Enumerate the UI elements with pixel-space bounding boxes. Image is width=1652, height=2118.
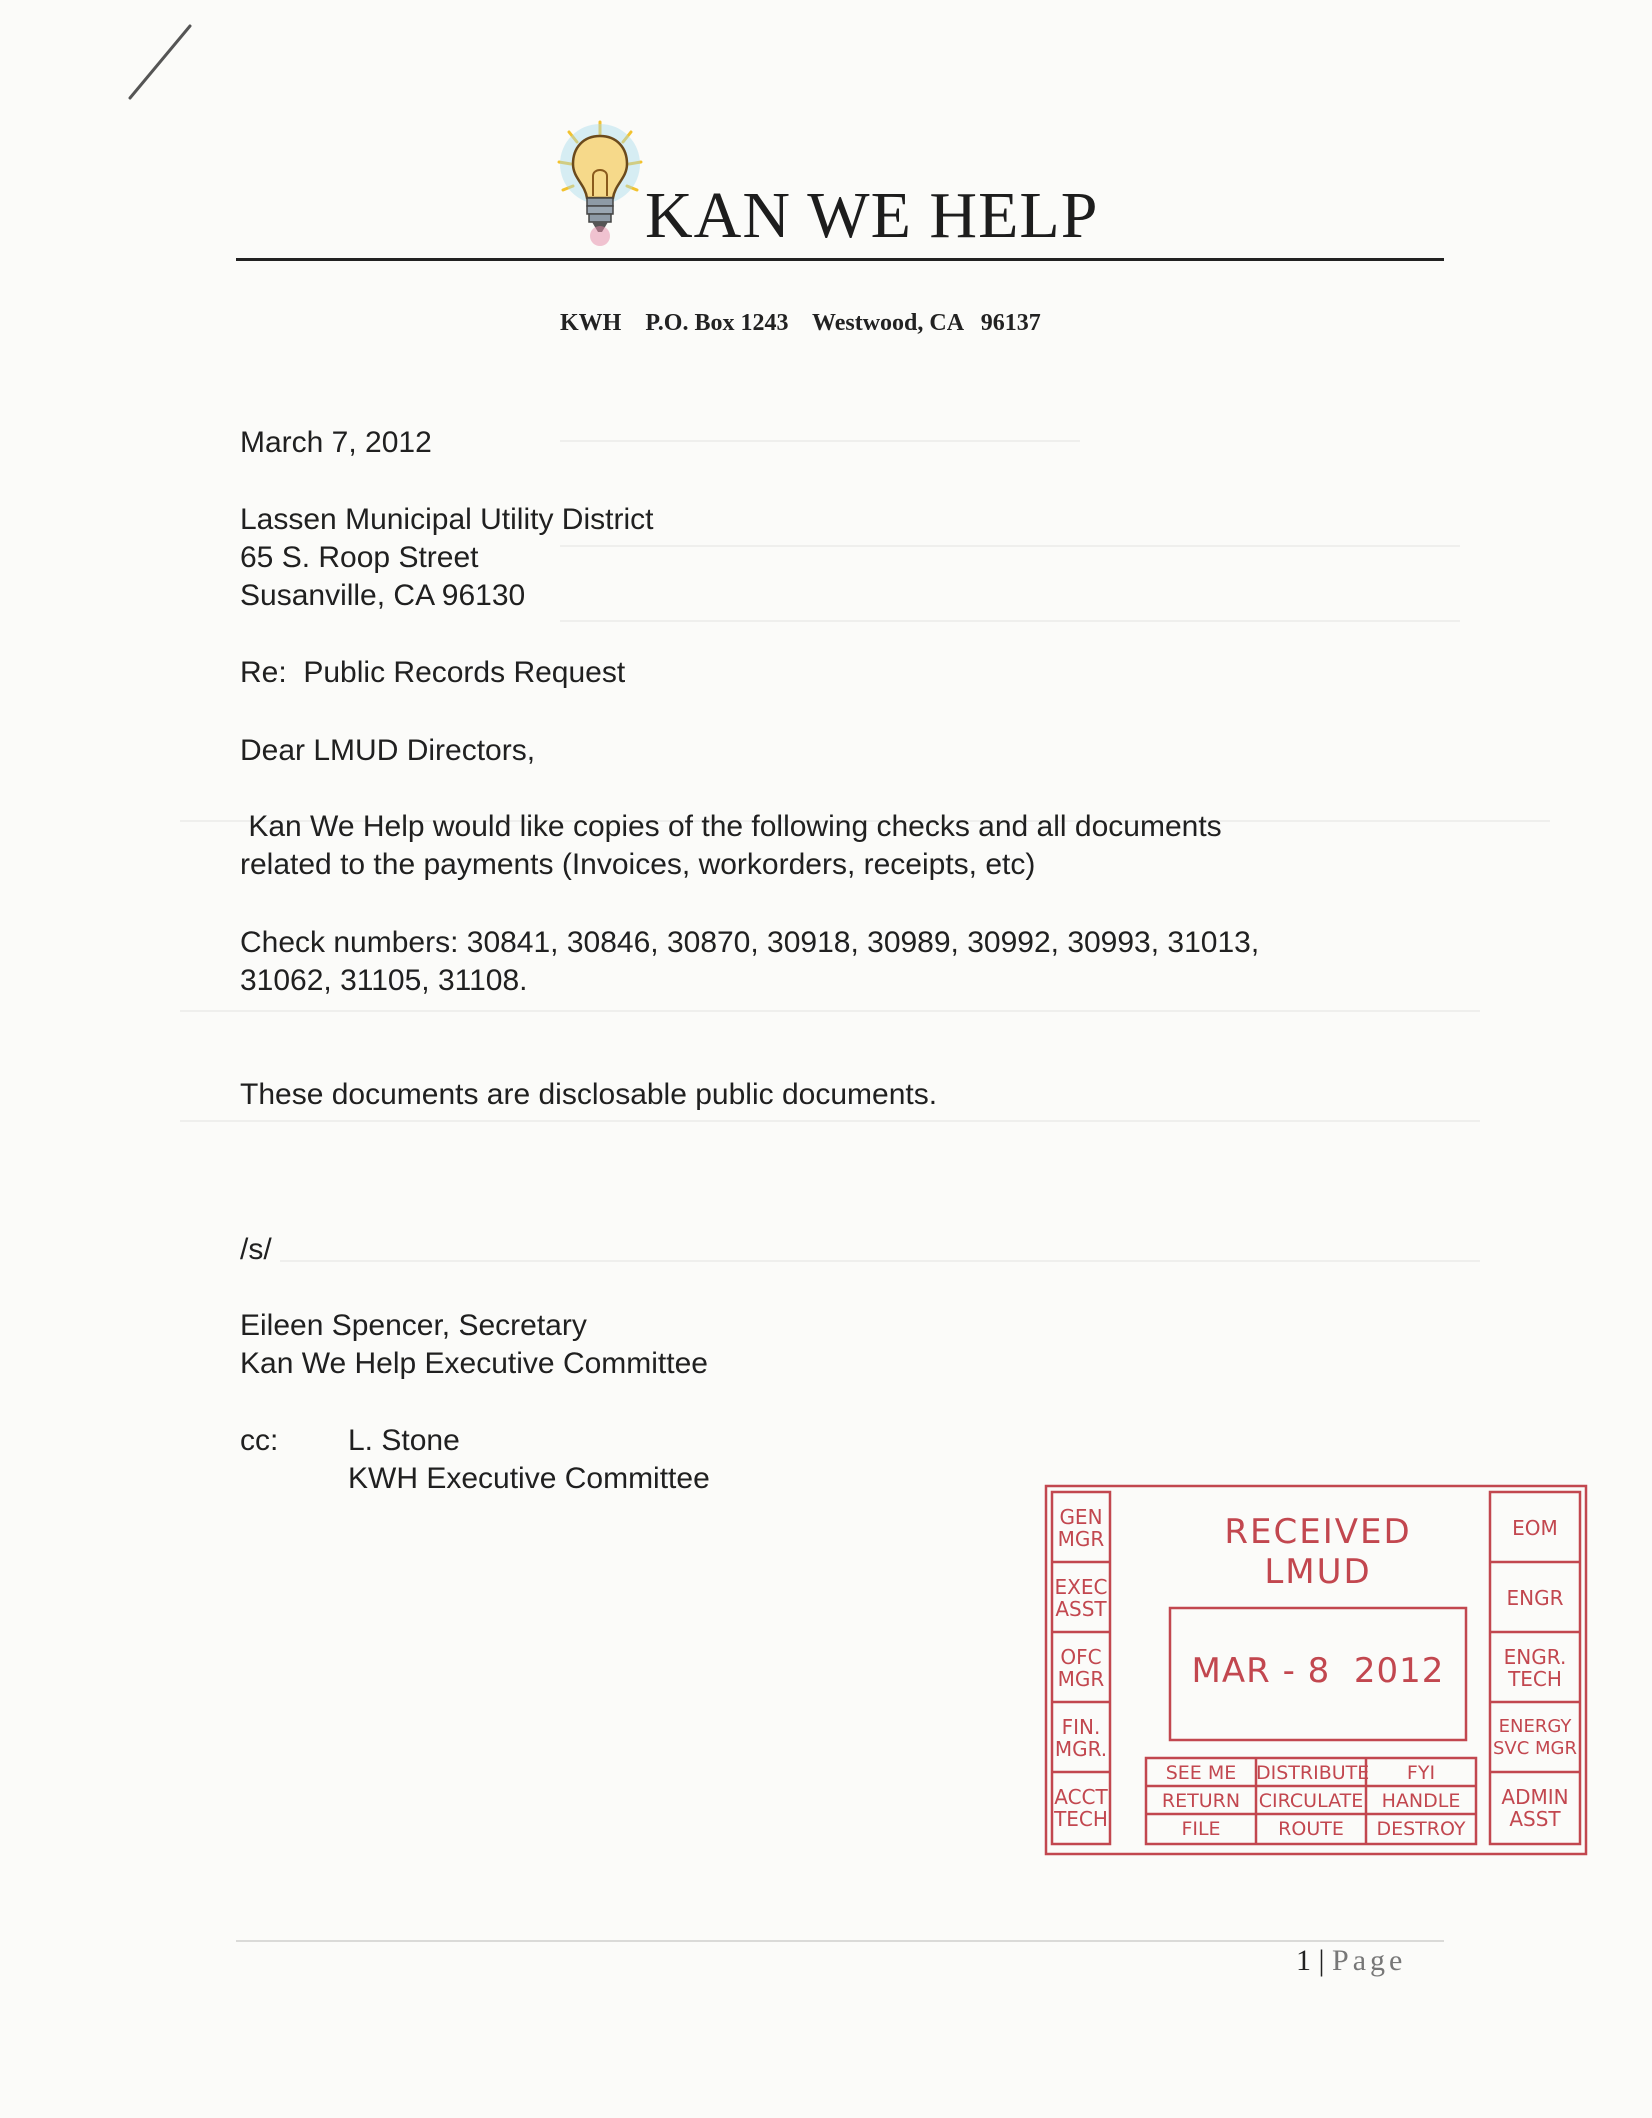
pencil-mark-icon	[126, 24, 196, 104]
letterhead	[555, 118, 1155, 252]
stamp-box-engr: ENGR	[1506, 1586, 1564, 1610]
stamp-cell: ROUTE	[1278, 1818, 1344, 1840]
letterhead-rule	[236, 258, 1444, 261]
stamp-cell: FYI	[1406, 1762, 1436, 1784]
stamp-box-acct-tech: ACCT TECH	[1054, 1785, 1108, 1831]
stamp-box-engr-tech: ENGR. TECH	[1503, 1645, 1567, 1691]
brand-name: KAN WE HELP	[645, 179, 1099, 252]
stamp-box-ofc-mgr: OFC MGR	[1057, 1645, 1105, 1691]
check-numbers-line: Check numbers: 30841, 30846, 30870, 30918, 30989, 30992, 30993, 31013,	[240, 926, 1260, 959]
stamp-box-energy-svc-mgr: ENERGY SVC MGR	[1492, 1716, 1577, 1759]
signer-title: Kan We Help Executive Committee	[240, 1347, 708, 1380]
subject-line: Re: Public Records Request	[240, 656, 626, 689]
signature: /s/	[240, 1233, 272, 1266]
stamp-box-admin-asst: ADMIN ASST	[1501, 1785, 1569, 1831]
lightbulb-logo-icon	[555, 118, 645, 246]
page-number	[1296, 1944, 1406, 1978]
bleed-line	[180, 1010, 1480, 1012]
bleed-line	[560, 620, 1460, 622]
stamp-box-gen-mgr: GEN MGR	[1057, 1505, 1105, 1551]
stamp-cell: FILE	[1181, 1818, 1221, 1840]
cc-label: cc:	[240, 1424, 279, 1457]
check-numbers-line: 31062, 31105, 31108.	[240, 964, 528, 997]
stamp-subtitle: LMUD	[1264, 1552, 1372, 1592]
stamp-box-eom: EOM	[1512, 1516, 1558, 1540]
stamp-cell: CIRCULATE	[1258, 1790, 1364, 1812]
signer-name: Eileen Spencer, Secretary	[240, 1309, 587, 1342]
letter-date: March 7, 2012	[240, 426, 432, 459]
bleed-line	[180, 1120, 1480, 1122]
page-number-value: 1	[1296, 1944, 1311, 1977]
stamp-title: RECEIVED	[1224, 1512, 1412, 1552]
stamp-box-fin-mgr: FIN. MGR.	[1054, 1715, 1108, 1761]
received-stamp	[1042, 1482, 1592, 1866]
bleed-line	[560, 440, 1080, 442]
letterhead-address: KWH P.O. Box 1243 Westwood, CA 96137	[560, 310, 1041, 336]
stamp-cell: HANDLE	[1381, 1790, 1461, 1812]
stamp-cell: SEE ME	[1165, 1762, 1237, 1784]
footer-rule	[236, 1940, 1444, 1942]
cc-recipient: L. Stone	[348, 1424, 460, 1457]
body-paragraph-line: related to the payments (Invoices, workorders, receipts, etc)	[240, 848, 1036, 881]
bleed-line	[560, 545, 1460, 547]
disclosure-statement: These documents are disclosable public documents.	[240, 1078, 938, 1111]
stamp-box-exec-asst: EXEC ASST	[1054, 1575, 1108, 1621]
stamp-cell: RETURN	[1161, 1790, 1241, 1812]
recipient-name: Lassen Municipal Utility District	[240, 503, 654, 536]
page-number-separator: |	[1311, 1944, 1333, 1977]
cc-recipient: KWH Executive Committee	[348, 1462, 710, 1495]
recipient-city: Susanville, CA 96130	[240, 579, 526, 612]
page-number-label: Page	[1332, 1944, 1407, 1977]
bleed-through-header	[400, 118, 415, 187]
recipient-street: 65 S. Roop Street	[240, 541, 479, 574]
body-paragraph-line: Kan We Help would like copies of the following checks and all documents	[240, 810, 1222, 843]
stamp-date: MAR - 8 2012	[1191, 1651, 1445, 1691]
stamp-cell: DESTROY	[1376, 1818, 1466, 1840]
bleed-line	[280, 1260, 1480, 1262]
salutation: Dear LMUD Directors,	[240, 734, 536, 767]
stamp-cell: DISTRIBUTE	[1256, 1762, 1370, 1784]
